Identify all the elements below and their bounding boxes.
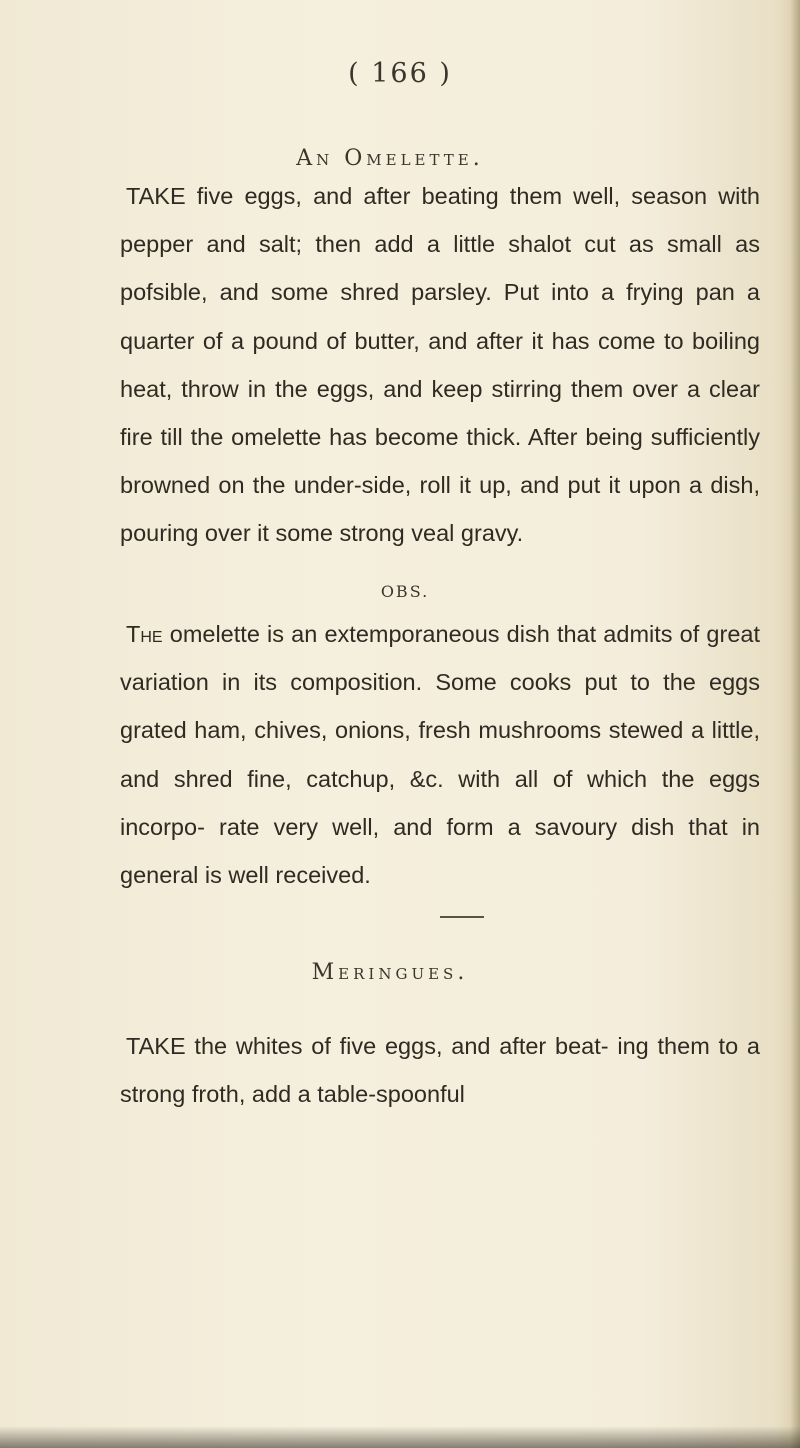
section-title-omelette: An Omelette. xyxy=(296,146,484,171)
page-number: ( 166 ) xyxy=(348,58,452,89)
meringues-recipe-paragraph: TAKE the whites of five eggs, and after beat- ing them to a strong froth, add a table-spoonful xyxy=(120,1033,760,1108)
observation-paragraph xyxy=(120,610,760,899)
section-title-meringues: Meringues. xyxy=(311,960,469,985)
section-divider xyxy=(440,916,484,918)
page-bottom-shadow xyxy=(0,1426,800,1448)
page-edge-shadow xyxy=(790,0,800,1448)
observation-lead-word: The xyxy=(126,621,163,647)
observation-text: omelette is an extemporaneous dish that admits of great variation in its composition. Some cooks put to the eggs grated ham, chives, onions, fresh mushrooms stewed a little, and shred fine, catchup, &c. with all of which the eggs incorpo- rate very well, and form a savoury dish that in general is well received. xyxy=(120,621,760,889)
observation-label: OBS. xyxy=(380,582,430,601)
omelette-recipe-paragraph: TAKE five eggs, and after beating them well, season with pepper and salt; then add a little shalot cut as small as pofsible, and some shred parsley. Put into a frying pan a quarter of a pound of butter, and after it has come to boiling heat, throw in the eggs, and keep stirring them over a clear fire till the omelette has become thick. After being sufficiently browned on the under-side, roll it up, and put it upon a dish, pouring over it some strong veal gravy. xyxy=(120,183,760,547)
